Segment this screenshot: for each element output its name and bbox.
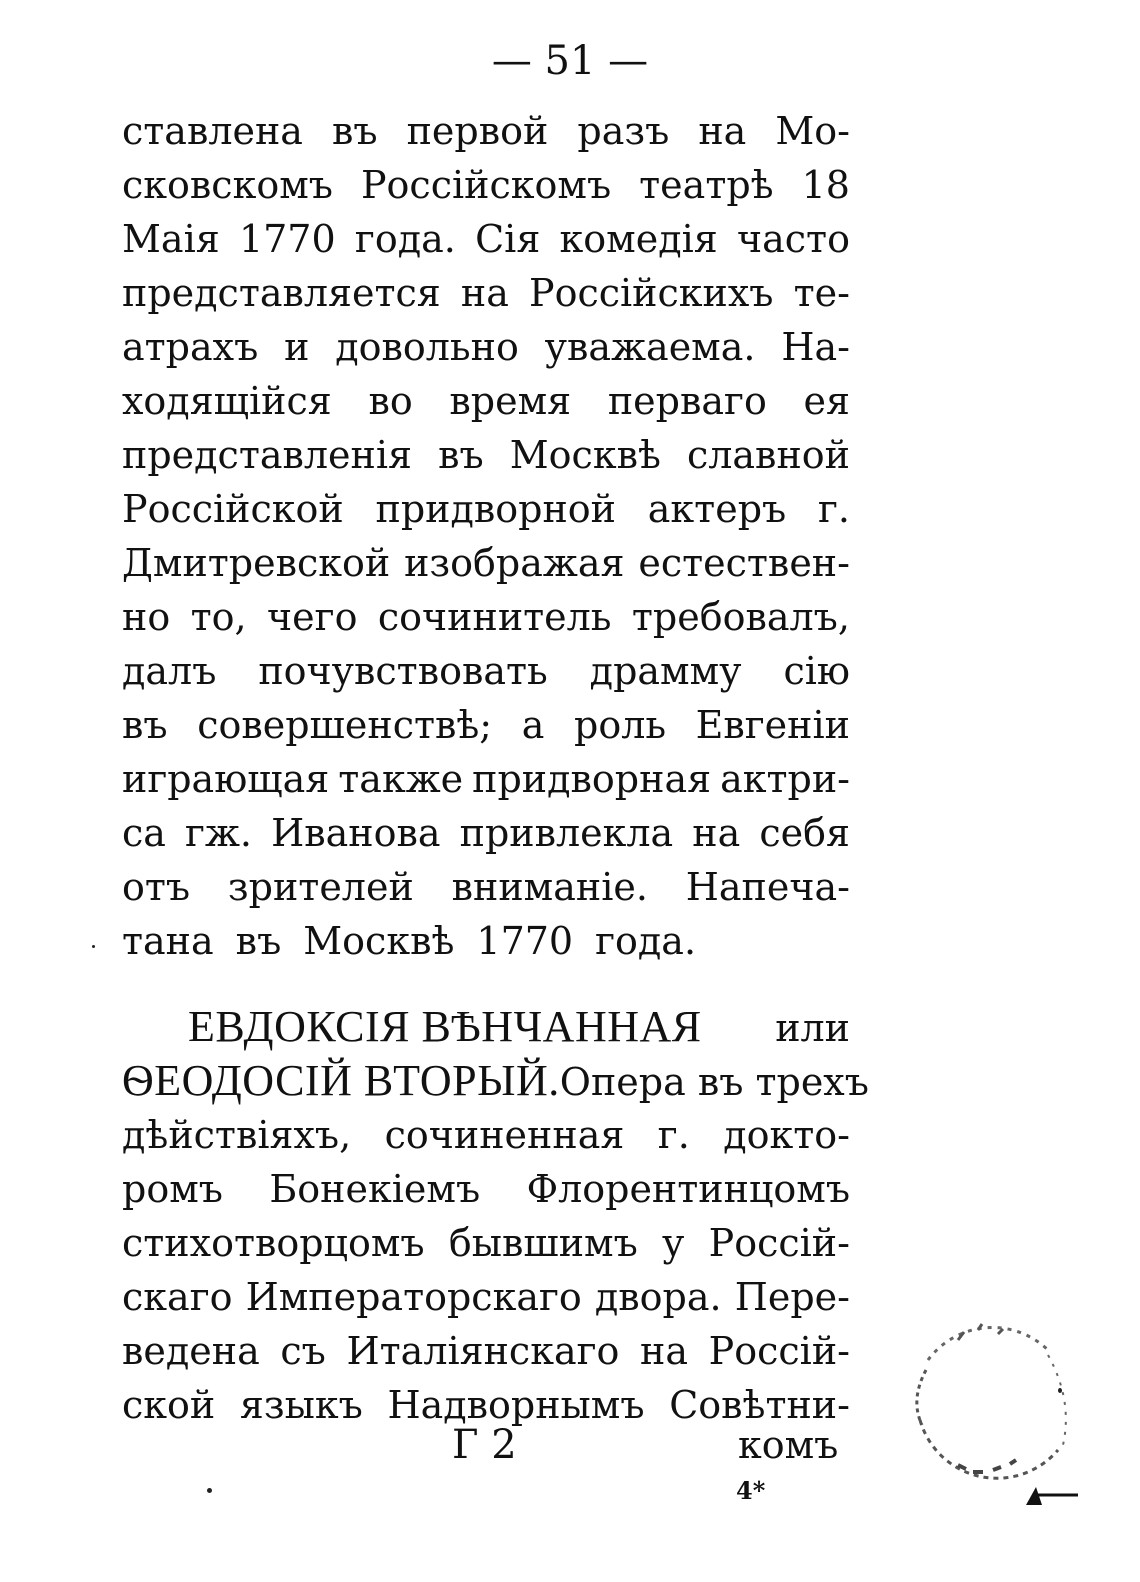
- word: Москвѣ: [303, 919, 455, 963]
- print-speck: [92, 945, 95, 948]
- word: на: [640, 1329, 689, 1373]
- word: первой: [406, 109, 549, 153]
- paragraph-line: [122, 914, 850, 968]
- word: на: [692, 811, 741, 855]
- entry-title-part-2: ѲЕОДОСІЙ ВТОРЫЙ.: [122, 1056, 560, 1105]
- word: въ: [235, 919, 282, 963]
- word: ставлена: [122, 109, 303, 153]
- bibliographic-entry: [122, 1000, 869, 1432]
- paragraph-line: [122, 158, 850, 212]
- word: Москвѣ: [509, 433, 661, 477]
- word: Бонекіемъ: [269, 1167, 481, 1211]
- word: комедія: [559, 217, 718, 261]
- word: то,: [190, 595, 247, 639]
- word: на: [698, 109, 747, 153]
- paragraph-line: [122, 752, 850, 806]
- word: вниманіе.: [451, 865, 648, 909]
- word: 1770: [476, 919, 574, 963]
- word: Италіянскаго: [346, 1329, 620, 1373]
- word: почувствовать: [258, 649, 548, 693]
- word: Совѣтни-: [669, 1383, 850, 1427]
- word: во: [368, 379, 413, 423]
- word: бывшимъ: [448, 1221, 638, 1265]
- word: Маія: [122, 217, 220, 261]
- word: время: [449, 379, 572, 423]
- paragraph-line: [122, 644, 850, 698]
- word: скаго: [122, 1275, 233, 1319]
- word: изображая: [404, 541, 625, 585]
- word: но: [122, 595, 171, 639]
- word: часто: [737, 217, 850, 261]
- word: Россій-: [708, 1221, 850, 1265]
- word: на: [460, 271, 509, 315]
- word: Россійскомъ: [360, 163, 612, 207]
- word: естествен-: [638, 541, 850, 585]
- word: докто-: [723, 1113, 850, 1157]
- word: у: [662, 1221, 685, 1265]
- word: Дмитревской: [122, 541, 391, 585]
- word: атрахъ: [122, 325, 259, 369]
- word: Флорентинцомъ: [526, 1167, 850, 1211]
- paragraph-line: [122, 212, 850, 266]
- word: представляется: [122, 271, 441, 315]
- word: ведена: [122, 1329, 260, 1373]
- word: Напеча-: [685, 865, 850, 909]
- page-number: — 51 —: [491, 38, 649, 84]
- word: совершенствѣ;: [197, 703, 493, 747]
- word: Иванова: [271, 811, 441, 855]
- library-stamp-icon: [898, 1300, 1088, 1510]
- entry-title-line-1: [122, 1000, 850, 1054]
- word: себя: [759, 811, 850, 855]
- word: Россійской: [122, 487, 344, 531]
- entry-body: [122, 1108, 850, 1432]
- paragraph-line: [122, 698, 850, 752]
- word: 18: [801, 163, 850, 207]
- entry-title-conjunction: или: [775, 1006, 850, 1050]
- paragraph-continuation: [122, 104, 850, 968]
- paragraph-line: [122, 266, 850, 320]
- word: 1770: [238, 217, 336, 261]
- word: сію: [783, 649, 850, 693]
- word: также: [338, 757, 464, 801]
- paragraph-line: [122, 482, 850, 536]
- word: уважаема.: [544, 325, 756, 369]
- word: языкъ: [239, 1383, 363, 1427]
- word: придворная: [472, 757, 712, 801]
- word: играющая: [122, 757, 330, 801]
- entry-line: [122, 1216, 850, 1270]
- sheet-mark: 4*: [736, 1476, 766, 1505]
- print-speck: [1058, 1388, 1062, 1393]
- entry-line: [122, 1270, 850, 1324]
- paragraph-line: [122, 536, 850, 590]
- word: г.: [657, 1113, 690, 1157]
- word: придворной: [375, 487, 617, 531]
- word: те-: [793, 271, 850, 315]
- word: драмму: [589, 649, 742, 693]
- paragraph-line: [122, 428, 850, 482]
- print-speck: [207, 1488, 212, 1493]
- word: театрѣ: [639, 163, 774, 207]
- word: актеръ: [647, 487, 787, 531]
- word: ея: [803, 379, 850, 423]
- word: перваго: [607, 379, 767, 423]
- word: сочиненная: [384, 1113, 625, 1157]
- word: са: [122, 811, 166, 855]
- word: тана: [122, 919, 214, 963]
- word: Императорскаго: [245, 1275, 582, 1319]
- word: довольно: [335, 325, 519, 369]
- word: далъ: [122, 649, 217, 693]
- word: представленія: [122, 433, 412, 477]
- entry-title-line-2: [122, 1054, 869, 1108]
- word: и: [284, 325, 310, 369]
- paragraph-line: [122, 860, 850, 914]
- word: ромъ: [122, 1167, 223, 1211]
- word: Евгеніи: [695, 703, 850, 747]
- word: а: [521, 703, 545, 747]
- word: Россій-: [708, 1329, 850, 1373]
- catchword: комъ: [738, 1423, 839, 1467]
- word: привлекла: [459, 811, 674, 855]
- word: Мо-: [775, 109, 850, 153]
- word: На-: [781, 325, 850, 369]
- word: ходящійся: [122, 379, 332, 423]
- paragraph-line: [122, 104, 850, 158]
- word: зрителей: [227, 865, 414, 909]
- entry-title-part-1: ЕВДОКСІЯ ВѢНЧАННАЯ: [188, 1002, 702, 1051]
- word: отъ: [122, 865, 191, 909]
- word: года.: [354, 217, 456, 261]
- word: въ: [122, 703, 168, 747]
- paragraph-line: [122, 374, 850, 428]
- word: Пере-: [734, 1275, 850, 1319]
- word: требовалъ,: [631, 595, 850, 639]
- entry-title-description: Опера въ трехъ: [559, 1060, 869, 1104]
- word: съ: [280, 1329, 326, 1373]
- word: Надворнымъ: [387, 1383, 645, 1427]
- word: сочинитель: [377, 595, 612, 639]
- word: чего: [267, 595, 358, 639]
- word: г.: [817, 487, 850, 531]
- word: въ: [438, 433, 484, 477]
- word: въ: [332, 109, 378, 153]
- word: года.: [595, 919, 697, 963]
- word: гж.: [185, 811, 252, 855]
- word: стихотворцомъ: [122, 1221, 425, 1265]
- word: сковскомъ: [122, 163, 333, 207]
- word: Россійскихъ: [529, 271, 774, 315]
- entry-line: [122, 1324, 850, 1378]
- word: актри-: [720, 757, 850, 801]
- paragraph-line: [122, 590, 850, 644]
- entry-line: [122, 1162, 850, 1216]
- paragraph-line: [122, 806, 850, 860]
- paragraph-line: [122, 320, 850, 374]
- word: Сія: [475, 217, 541, 261]
- word: дѣйствіяхъ,: [122, 1113, 352, 1157]
- word: двора.: [594, 1275, 722, 1319]
- word: славной: [686, 433, 850, 477]
- word: разъ: [577, 109, 670, 153]
- entry-line: [122, 1108, 850, 1162]
- signature-mark: Г 2: [452, 1422, 517, 1468]
- word: роль: [574, 703, 667, 747]
- word: ской: [122, 1383, 216, 1427]
